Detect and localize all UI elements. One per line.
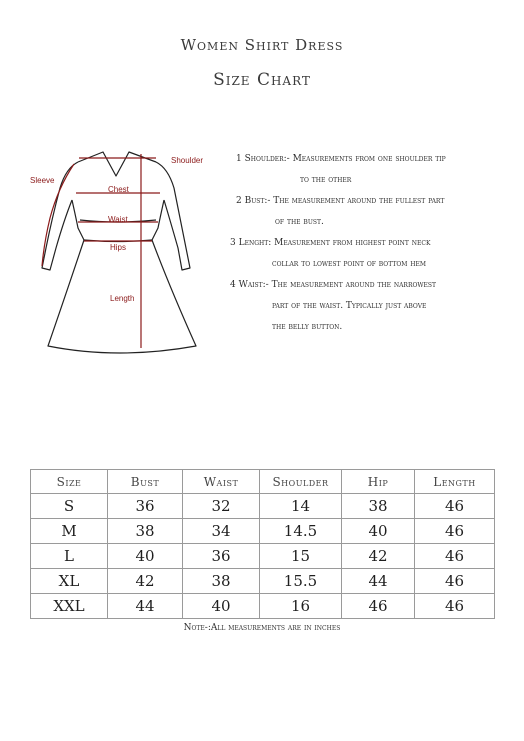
- dress-measurement-diagram: [28, 148, 218, 358]
- definition-line: 3 Lenght: Measurement from highest point neck: [230, 238, 431, 248]
- table-row: [31, 569, 495, 594]
- label-sleeve: Sleeve: [30, 176, 55, 185]
- cell-waist: 36: [183, 544, 260, 569]
- definition-line: 2 Bust:- The measurement around the fullest part: [236, 196, 445, 206]
- table-row: [31, 594, 495, 619]
- size-chart-table: [30, 469, 495, 619]
- cell-hip: 46: [342, 594, 415, 619]
- definition-line: part of the waist. Typically just above: [272, 301, 427, 311]
- header-hip: Hip: [342, 470, 415, 494]
- header-waist: Waist: [183, 470, 260, 494]
- label-length: Length: [110, 294, 135, 303]
- cell-bust: 40: [108, 544, 183, 569]
- cell-shoulder: 15: [260, 544, 342, 569]
- cell-waist: 40: [183, 594, 260, 619]
- cell-hip: 40: [342, 519, 415, 544]
- cell-length: 46: [415, 569, 495, 594]
- cell-shoulder: 16: [260, 594, 342, 619]
- cell-shoulder: 14: [260, 494, 342, 519]
- cell-bust: 36: [108, 494, 183, 519]
- definition-line: to the other: [300, 175, 352, 185]
- label-waist: Waist: [108, 215, 128, 224]
- header-size: Size: [31, 470, 108, 494]
- definition-line: the belly button.: [272, 322, 343, 332]
- definition-line: of the bust.: [275, 217, 324, 227]
- measurement-note: Note-:All measurements are in inches: [183, 623, 341, 633]
- dress-outline-illustration: [28, 148, 218, 358]
- cell-size: S: [31, 494, 108, 519]
- cell-shoulder: 15.5: [260, 569, 342, 594]
- cell-size: L: [31, 544, 108, 569]
- label-hips: Hips: [110, 243, 127, 252]
- cell-bust: 42: [108, 569, 183, 594]
- cell-waist: 34: [183, 519, 260, 544]
- table-row: [31, 494, 495, 519]
- definition-line: 1 Shoulder:- Measurements from one shoulder tip: [236, 154, 446, 164]
- header-length: Length: [415, 470, 495, 494]
- cell-bust: 38: [108, 519, 183, 544]
- cell-length: 46: [415, 494, 495, 519]
- cell-hip: 38: [342, 494, 415, 519]
- header-shoulder: Shoulder: [260, 470, 342, 494]
- table-row: [31, 544, 495, 569]
- label-chest: Chest: [108, 185, 129, 194]
- cell-waist: 38: [183, 569, 260, 594]
- cell-size: XXL: [31, 594, 108, 619]
- cell-hip: 44: [342, 569, 415, 594]
- label-shoulder: Shoulder: [171, 156, 204, 165]
- cell-length: 46: [415, 594, 495, 619]
- page-title: Women Shirt Dress: [180, 36, 344, 54]
- cell-length: 46: [415, 519, 495, 544]
- header-bust: Bust: [108, 470, 183, 494]
- cell-hip: 42: [342, 544, 415, 569]
- definition-line: 4 Waist:- The measurement around the narrowest: [230, 280, 437, 290]
- cell-length: 46: [415, 544, 495, 569]
- cell-shoulder: 14.5: [260, 519, 342, 544]
- definition-line: collar to lowest point of bottom hem: [272, 259, 427, 269]
- table-row: [31, 519, 495, 544]
- cell-size: M: [31, 519, 108, 544]
- table-header-row: [31, 470, 495, 494]
- cell-waist: 32: [183, 494, 260, 519]
- cell-size: XL: [31, 569, 108, 594]
- page-subtitle: Size Chart: [213, 70, 311, 90]
- cell-bust: 44: [108, 594, 183, 619]
